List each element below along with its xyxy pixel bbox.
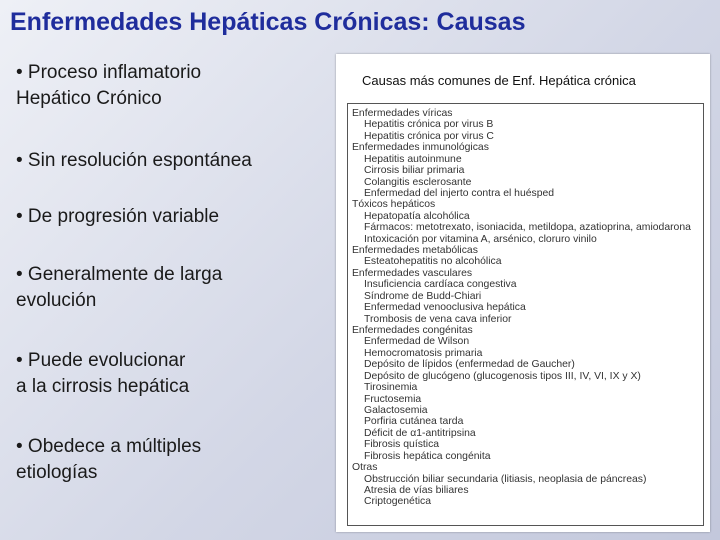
cause-item: Cirrosis biliar primaria [364, 165, 465, 177]
category-heading: Enfermedades vasculares [352, 267, 473, 279]
category-heading: Enfermedades congénitas [352, 325, 473, 337]
cause-item: Hepatitis autoinmune [364, 153, 462, 165]
cause-item: Fibrosis hepática congénita [364, 450, 491, 462]
cause-item: Hepatitis crónica por virus C [364, 130, 494, 142]
cause-item: Colangitis esclerosante [364, 176, 472, 188]
cause-item: Fibrosis quística [364, 439, 440, 451]
slide-title: Enfermedades Hepáticas Crónicas: Causas [10, 8, 526, 36]
cause-item: Obstrucción biliar secundaria (litiasis, neoplasia de páncreas) [364, 473, 647, 485]
cause-item: Trombosis de vena cava inferior [364, 313, 512, 325]
cause-item: Galactosemia [364, 404, 428, 416]
bullet-item: • Generalmente de larga evolución [16, 264, 223, 311]
bullet-item: • Puede evolucionar a la cirrosis hepática [16, 350, 190, 397]
cause-item: Esteatohepatitis no alcohólica [364, 256, 502, 268]
category-heading: Enfermedades inmunológicas [352, 142, 489, 154]
cause-item: Porfiria cutánea tarda [364, 416, 464, 428]
category-heading: Otras [352, 462, 378, 474]
bullet-item: • Proceso inflamatorio Hepático Crónico [16, 62, 202, 109]
bullet-item: • Obedece a múltiples etiologías [16, 436, 202, 483]
cause-item: Fármacos: metotrexato, isoniacida, metildopa, azatioprina, amiodarona [364, 222, 691, 234]
causes-panel [336, 54, 710, 532]
cause-item: Síndrome de Budd-Chiari [364, 290, 482, 302]
category-heading: Enfermedades metabólicas [352, 245, 478, 257]
causes-table [347, 103, 704, 526]
cause-item: Déficit de α1-antitripsina [364, 427, 476, 439]
cause-item: Hepatopatía alcohólica [364, 210, 470, 222]
bullet-item: • Sin resolución espontánea [16, 150, 252, 171]
cause-item: Intoxicación por vitamina A, arsénico, cloruro vinilo [364, 233, 597, 245]
cause-item: Enfermedad del injerto contra el huésped [364, 187, 555, 199]
cause-item: Enfermedad venooclusiva hepática [364, 302, 526, 314]
cause-item: Enfermedad de Wilson [364, 336, 470, 348]
cause-item: Depósito de lípidos (enfermedad de Gaucher) [364, 359, 575, 371]
causes-list [352, 108, 691, 508]
cause-item: Hepatitis crónica por virus B [364, 119, 494, 131]
cause-item: Insuficiencia cardíaca congestiva [364, 279, 517, 291]
cause-item: Fructosemia [364, 393, 422, 405]
cause-item: Depósito de glucógeno (glucogenosis tipos III, IV, VI, IX y X) [364, 370, 641, 382]
cause-item: Tirosinemia [364, 382, 418, 394]
cause-item: Criptogenética [364, 496, 432, 508]
panel-title: Causas más comunes de Enf. Hepática crónica [362, 73, 636, 88]
cause-item: Hemocromatosis primaria [364, 347, 483, 359]
category-heading: Tóxicos hepáticos [352, 199, 436, 211]
bullet-item: • De progresión variable [16, 206, 220, 227]
cause-item: Atresia de vías biliares [364, 484, 469, 496]
category-heading: Enfermedades víricas [352, 108, 453, 119]
